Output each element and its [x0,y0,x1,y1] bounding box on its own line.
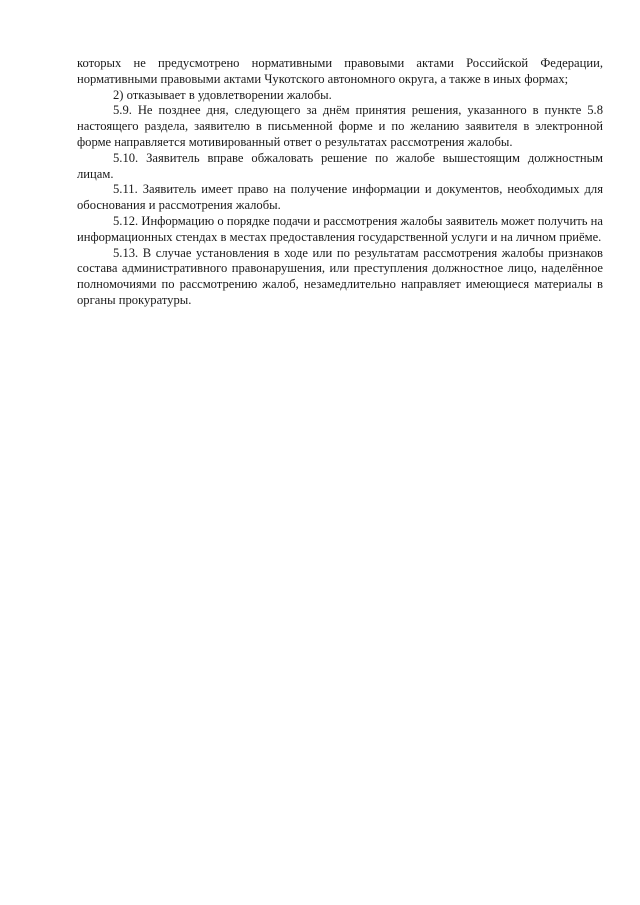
paragraph-5-13: 5.13. В случае установления в ходе или по результатам рассмотрения жалобы признаков состава административного правонарушения, или преступления должностное лицо, наделённое полномочиями по рассмотрению жалоб, незамедлительно направляет имеющиеся материалы в органы прокуратуры. [77,245,603,307]
paragraph-5-10: 5.10. Заявитель вправе обжаловать решение по жалобе вышестоящим должностным лицам. [77,150,603,181]
paragraph-continuation: которых не предусмотрено нормативными правовыми актами Российской Федерации, нормативными правовыми актами Чукотского автономного округа, а также в иных формах; [77,56,603,86]
document-body [77,56,603,309]
paragraph-5-12: 5.12. Информацию о порядке подачи и рассмотрения жалобы заявитель может получить на информационных стендах в местах предоставления государственной услуги и на личном приёме. [77,213,603,244]
paragraph-item-2: 2) отказывает в удовлетворении жалобы. [113,87,332,102]
paragraph-5-9: 5.9. Не позднее дня, следующего за днём принятия решения, указанного в пункте 5.8 настоящего раздела, заявителю в письменной форме и по желанию заявителя в электронной форме направляется мотивированный ответ о результатах рассмотрения жалобы. [77,103,603,149]
paragraph-5-11: 5.11. Заявитель имеет право на получение информации и документов, необходимых для обоснования и рассмотрения жалобы. [77,182,603,213]
